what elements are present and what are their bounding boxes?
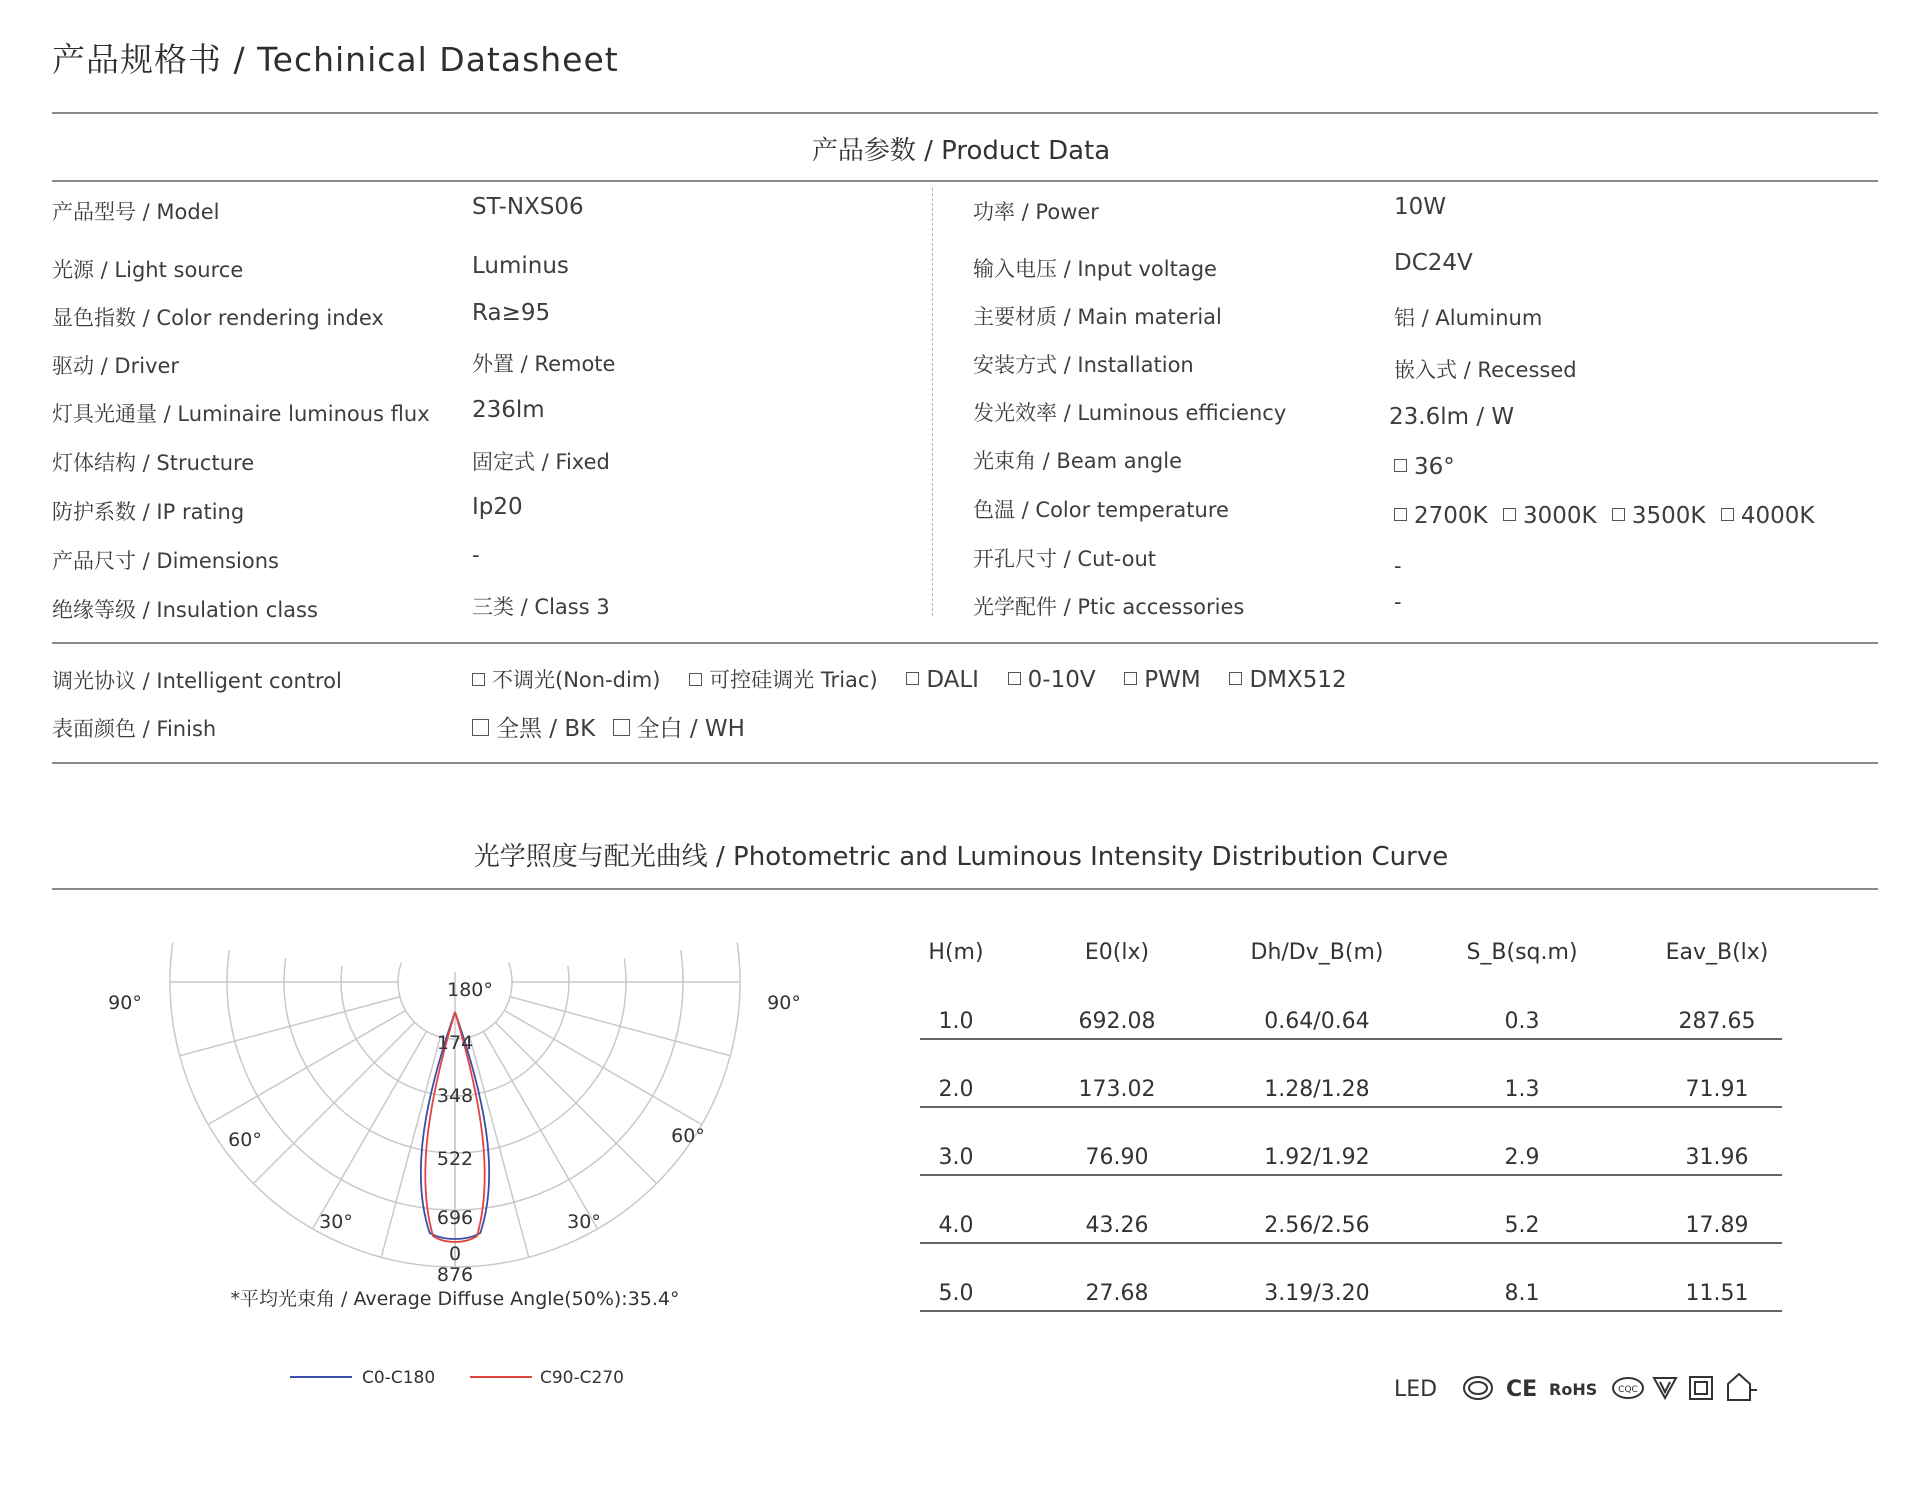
spec-value-power: 10W — [1394, 194, 1447, 220]
dmx512-checkbox[interactable] — [1229, 672, 1242, 685]
spec-label-ip: 防护系数 / IP rating — [52, 500, 245, 524]
average-angle-note: *平均光束角 / Average Diffuse Angle(50%):35.4° — [230, 1288, 680, 1310]
polar-spoke — [504, 1011, 701, 1125]
spec-value-driver: 外置 / Remote — [472, 352, 616, 376]
polar-spoke — [470, 1037, 529, 1257]
table-cell: 5.2 — [1392, 1175, 1652, 1243]
divider — [52, 180, 1878, 182]
product-data-title: 产品参数 / Product Data — [811, 136, 1111, 166]
spec-label-power: 功率 / Power — [973, 200, 1099, 224]
finish-wh-checkbox[interactable] — [613, 719, 630, 736]
finish-bk-checkbox[interactable] — [472, 719, 489, 736]
spec-value-structure: 固定式 / Fixed — [472, 450, 610, 474]
divider — [52, 762, 1878, 764]
table-row — [920, 972, 1782, 1039]
table-cell: 8.1 — [1392, 1243, 1652, 1311]
table-header: H(m) — [928, 939, 984, 965]
finish-options: 全黑 / BK 全白 / WH — [472, 710, 767, 743]
spec-value-model: ST-NXS06 — [472, 194, 584, 220]
table-cell: 287.65 — [1652, 972, 1782, 1039]
table-cell: 3.19/3.20 — [1242, 1243, 1392, 1311]
spec-value-flux: 236lm — [472, 397, 545, 423]
control-options: 不调光(Non-dim) 可控硅调光 Triac) DALI 0-10V PWM DMX512 — [472, 664, 1369, 694]
spec-value-ip: Ip20 — [472, 494, 523, 520]
table-cell: 1.3 — [1392, 1039, 1652, 1107]
polar-distribution-chart — [100, 930, 820, 1410]
spec-label-light-source: 光源 / Light source — [52, 258, 244, 282]
polar-spoke — [381, 1037, 440, 1257]
table-cell: 1.0 — [920, 972, 992, 1039]
spec-label-structure: 灯体结构 / Structure — [52, 451, 255, 475]
table-cell: 11.51 — [1652, 1243, 1782, 1311]
beam-angle-checkbox[interactable] — [1394, 459, 1407, 472]
angle-label-180: 180° — [447, 979, 493, 1001]
0-10v-checkbox[interactable] — [1008, 672, 1021, 685]
spec-value-dimensions: - — [472, 543, 480, 567]
table-header: E0(lx) — [1084, 939, 1150, 965]
polar-spoke — [495, 1022, 656, 1183]
spec-value-light-source: Luminus — [472, 253, 569, 279]
table-cell: 27.68 — [992, 1243, 1242, 1311]
spec-value-voltage: DC24V — [1394, 250, 1473, 276]
table-cell: 3.0 — [920, 1107, 992, 1175]
spec-label-insulation: 绝缘等级 / Insulation class — [52, 598, 318, 622]
spec-value-accessories: - — [1394, 590, 1402, 614]
table-row — [920, 1175, 1782, 1243]
table-header: Dh/Dv_B(m) — [1250, 939, 1384, 965]
cct-3000-checkbox[interactable] — [1503, 508, 1516, 521]
ring-label-348: 348 — [436, 1085, 474, 1107]
table-cell: 43.26 — [992, 1175, 1242, 1243]
cct-3500-checkbox[interactable] — [1612, 508, 1625, 521]
table-cell: 1.92/1.92 — [1242, 1107, 1392, 1175]
rohs-icon: RoHS — [1549, 1380, 1598, 1399]
legend-label-c90: C90-C270 — [540, 1368, 624, 1388]
spec-label-flux: 灯具光通量 / Luminaire luminous flux — [52, 402, 430, 426]
table-cell: 2.9 — [1392, 1107, 1652, 1175]
angle-label-right-30: 30° — [567, 1211, 601, 1233]
spec-label-voltage: 输入电压 / Input voltage — [973, 257, 1217, 281]
table-row — [920, 1039, 1782, 1107]
control-label: 调光协议 / Intelligent control — [52, 669, 342, 693]
ring-label-174: 174 — [436, 1032, 474, 1054]
polar-spoke — [180, 997, 400, 1056]
ring-label-876: 876 — [436, 1264, 474, 1286]
table-cell: 17.89 — [1652, 1175, 1782, 1243]
spec-label-accessories: 光学配件 / Ptic accessories — [973, 595, 1245, 619]
table-cell: 692.08 — [992, 972, 1242, 1039]
angle-label-right-60: 60° — [671, 1125, 705, 1147]
table-cell: 2.0 — [920, 1039, 992, 1107]
table-cell: 5.0 — [920, 1243, 992, 1311]
ring-label-696: 696 — [436, 1207, 474, 1229]
spec-value-cutout: - — [1394, 554, 1402, 578]
triac-checkbox[interactable] — [689, 673, 702, 686]
angle-label-0: 0 — [448, 1243, 462, 1265]
certification-marks — [1394, 1366, 1794, 1406]
spec-label-model: 产品型号 / Model — [52, 200, 220, 224]
house-icon — [1728, 1374, 1757, 1400]
table-header: Eav_B(lx) — [1665, 939, 1769, 965]
spec-value-cri: Ra≥95 — [472, 300, 551, 326]
finish-label: 表面颜色 / Finish — [52, 717, 217, 741]
divider — [52, 888, 1878, 890]
dali-checkbox[interactable] — [906, 672, 919, 685]
pwm-checkbox[interactable] — [1124, 672, 1137, 685]
spec-label-cct: 色温 / Color temperature — [973, 498, 1229, 522]
polar-spoke — [313, 1031, 427, 1228]
spec-value-beam-angle: 36° — [1394, 454, 1455, 480]
table-cell: 71.91 — [1652, 1039, 1782, 1107]
spec-value-insulation: 三类 / Class 3 — [472, 595, 610, 619]
spec-label-material: 主要材质 / Main material — [973, 305, 1222, 329]
cqc-icon — [1613, 1378, 1643, 1398]
polar-spoke — [208, 1011, 405, 1125]
polar-spoke — [253, 1022, 414, 1183]
angle-label-left-90: 90° — [108, 992, 142, 1014]
table-cell: 2.56/2.56 — [1242, 1175, 1392, 1243]
legend-label-c0: C0-C180 — [362, 1368, 436, 1388]
spec-label-efficiency: 发光效率 / Luminous efficiency — [973, 401, 1287, 425]
angle-label-right-90: 90° — [767, 992, 801, 1014]
table-cell: 4.0 — [920, 1175, 992, 1243]
angle-label-left-30: 30° — [319, 1211, 353, 1233]
spec-value-material: 铝 / Aluminum — [1394, 306, 1543, 330]
table-header: S_B(sq.m) — [1466, 939, 1578, 965]
page-title: 产品规格书 / Techinical Datasheet — [52, 40, 619, 79]
table-cell: 0.3 — [1392, 972, 1652, 1039]
ce-icon: CE — [1506, 1377, 1538, 1402]
spec-value-efficiency: 23.6lm / W — [1389, 404, 1515, 430]
spec-label-cri: 显色指数 / Color rendering index — [52, 306, 384, 330]
ring-label-522: 522 — [436, 1148, 474, 1170]
spec-label-installation: 安装方式 / Installation — [973, 353, 1194, 377]
divider — [52, 642, 1878, 644]
v-triangle-icon — [1654, 1378, 1676, 1398]
angle-label-left-60: 60° — [228, 1129, 262, 1151]
table-row — [920, 1243, 1782, 1311]
led-mark: LED — [1394, 1377, 1438, 1402]
polar-spoke — [510, 997, 730, 1056]
table-cell: 0.64/0.64 — [1242, 972, 1392, 1039]
table-cell: 1.28/1.28 — [1242, 1039, 1392, 1107]
column-divider — [932, 188, 933, 616]
cct-4000-checkbox[interactable] — [1721, 508, 1734, 521]
photometric-table — [920, 932, 1782, 1312]
double-square-icon — [1690, 1377, 1712, 1399]
table-row — [920, 1107, 1782, 1175]
polar-spoke — [484, 1031, 598, 1228]
svg-text:CQC: CQC — [1618, 1385, 1638, 1395]
ccc-icon — [1464, 1377, 1492, 1399]
spec-label-dimensions: 产品尺寸 / Dimensions — [52, 549, 279, 573]
divider — [52, 112, 1878, 114]
spec-label-beam-angle: 光束角 / Beam angle — [973, 449, 1183, 473]
table-cell: 31.96 — [1652, 1107, 1782, 1175]
spec-value-installation: 嵌入式 / Recessed — [1394, 358, 1577, 382]
photometric-title: 光学照度与配光曲线 / Photometric and Luminous Intensity Distribution Curve — [473, 842, 1449, 872]
table-cell: 76.90 — [992, 1107, 1242, 1175]
spec-label-cutout: 开孔尺寸 / Cut-out — [973, 547, 1156, 571]
spec-label-driver: 驱动 / Driver — [52, 354, 180, 378]
cct-2700-checkbox[interactable] — [1394, 508, 1407, 521]
spec-value-cct: 2700K 3000K 3500K 4000K — [1394, 503, 1814, 529]
non-dim-checkbox[interactable] — [472, 673, 485, 686]
table-cell: 173.02 — [992, 1039, 1242, 1107]
